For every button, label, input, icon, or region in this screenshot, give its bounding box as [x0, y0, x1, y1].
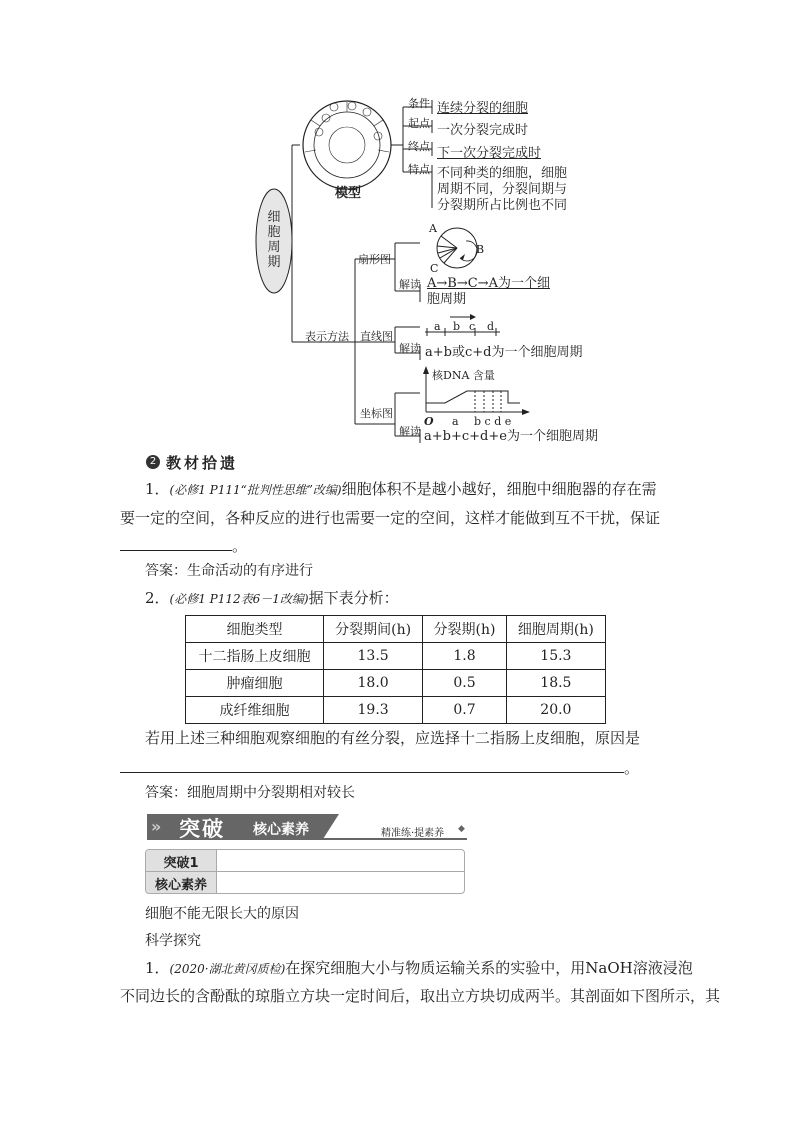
coord-xtick-o: O [424, 415, 434, 428]
table-header-cell: 分裂期(h) [423, 616, 507, 643]
coord-xtick-bcde: b c d e [474, 415, 512, 428]
q2-num: 2． [145, 589, 170, 607]
table-cell: 0.5 [423, 670, 507, 697]
diamond-icon: ◆ [458, 824, 465, 834]
coord-jiedu: 解读 [399, 425, 421, 438]
section-title: 教材拾遗 [166, 454, 239, 472]
table-cell: 0.7 [423, 697, 507, 724]
line-letter-c: c [469, 320, 476, 333]
line-label: 直线图 [360, 330, 393, 343]
cond-key-0: 条件 [408, 97, 430, 110]
q3-line1 [145, 957, 693, 980]
table-cell: 13.5 [324, 643, 423, 670]
q2-line1 [145, 587, 399, 610]
topic: 细胞不能无限长大的原因 [145, 906, 299, 922]
q2-blank [120, 756, 624, 773]
line-reading: a+b或c+d为一个细胞周期 [425, 345, 583, 360]
section-number-badge: 2 [146, 455, 160, 469]
model-circle-icon [303, 101, 391, 189]
table-row [186, 643, 606, 670]
sector-letter-c: C [430, 262, 439, 275]
sector-label: 扇形图 [358, 253, 391, 266]
q2-end: 。 [624, 759, 640, 777]
table-row [186, 670, 606, 697]
line-letter-d: d [487, 320, 495, 333]
q1-source: (必修1 P111“批判性思维”改编) [169, 483, 342, 497]
coord-reading: a+b+c+d+e为一个细胞周期 [424, 429, 598, 444]
coord-xtick-a: a [452, 415, 459, 428]
banner-bg [147, 814, 339, 838]
coord-label: 坐标图 [360, 407, 393, 420]
box-row1: 突破1 [163, 856, 199, 871]
q2-text: 据下表分析： [308, 589, 399, 607]
subtopic: 科学探究 [145, 933, 201, 949]
q1-line3 [120, 534, 247, 557]
q2-source: (必修1 P112表6－1改编) [169, 592, 309, 606]
table-header-cell: 分裂期间(h) [324, 616, 423, 643]
q1-end: 。 [232, 537, 248, 555]
q2-answer: 答案：细胞周期中分裂期相对较长 [145, 785, 355, 801]
sector-reading-0: A→B→C→A为一个细 [427, 276, 550, 291]
table-header-cell: 细胞周期(h) [506, 616, 605, 643]
q1-blank [120, 534, 232, 551]
q1-num: 1． [145, 480, 170, 498]
cond-value-2: 下一次分裂完成时 [437, 146, 542, 161]
q3-text1: 在探究细胞大小与物质运输关系的实验中，用NaOH溶液浸泡 [285, 959, 693, 977]
banner-big: 突破 [179, 817, 225, 841]
table-cell: 十二指肠上皮细胞 [186, 643, 324, 670]
sector-letter-b: B [476, 243, 485, 256]
table-cell: 15.3 [506, 643, 605, 670]
line-jiedu: 解读 [399, 342, 421, 355]
table-cell: 肿瘤细胞 [186, 670, 324, 697]
model-caption: 模型 [335, 186, 362, 201]
table-cell: 18.0 [324, 670, 423, 697]
line-letter-b: b [453, 320, 461, 333]
feature-line-2: 分裂期所占比例也不同 [437, 198, 568, 213]
table-header-row [186, 616, 606, 643]
q1-answer: 答案：生命活动的有序进行 [145, 563, 313, 579]
banner-chevron-icon: » [151, 817, 162, 836]
sector-reading-1: 胞周期 [427, 292, 467, 307]
q2-after: 若用上述三种细胞观察细胞的有丝分裂，应选择十二指肠上皮细胞，原因是 [145, 729, 641, 747]
sector-letter-a: A [429, 222, 437, 235]
cond-value-0: 连续分裂的细胞 [437, 101, 529, 116]
line-letter-a: a [434, 320, 441, 333]
q1-line1 [145, 478, 657, 501]
q1-text1: 细胞体积不是越小越好，细胞中细胞器的存在需 [341, 480, 657, 498]
banner-small: 核心素养 [253, 822, 309, 838]
center-label: 细 胞 周 期 [267, 210, 281, 270]
cell-cycle-mindmap [0, 0, 794, 450]
table-header-cell: 细胞类型 [186, 616, 324, 643]
table-cell: 19.3 [324, 697, 423, 724]
representation-label: 表示方法 [305, 330, 349, 343]
cond-key-3: 特点 [408, 163, 430, 176]
banner-right: 精准练·提素养 [381, 828, 445, 839]
box-row2: 核心素养 [154, 878, 207, 893]
breakthrough-box [145, 849, 465, 894]
cell-cycle-table [185, 615, 606, 724]
cond-key-2: 终点 [408, 140, 430, 153]
feature-line-0: 不同种类的细胞，细胞 [437, 166, 568, 181]
q2-blank-line [120, 756, 639, 779]
table-cell: 18.5 [506, 670, 605, 697]
box-divider [146, 871, 464, 872]
sector-jiedu: 解读 [399, 278, 421, 291]
table-cell: 1.8 [423, 643, 507, 670]
cond-value-1: 一次分裂完成时 [437, 123, 529, 138]
feature-line-1: 周期不同，分裂间期与 [437, 182, 568, 197]
sector-chart [437, 228, 477, 268]
coord-ylabel: 核DNA 含量 [432, 369, 495, 382]
table-cell: 20.0 [506, 697, 605, 724]
q3-num: 1． [145, 959, 170, 977]
cond-key-1: 起点 [408, 117, 430, 130]
table-row [186, 697, 606, 724]
table-cell: 成纤维细胞 [186, 697, 324, 724]
q3-source: (2020·湖北黄冈质检) [169, 962, 286, 976]
q3-line2: 不同边长的含酚酞的琼脂立方块一定时间后，取出立方块切成两半。其剖面如下图所示，其 [120, 987, 721, 1005]
q1-line2: 要一定的空间，各种反应的进行也需要一定的空间，这样才能做到互不干扰，保证 [120, 509, 661, 527]
